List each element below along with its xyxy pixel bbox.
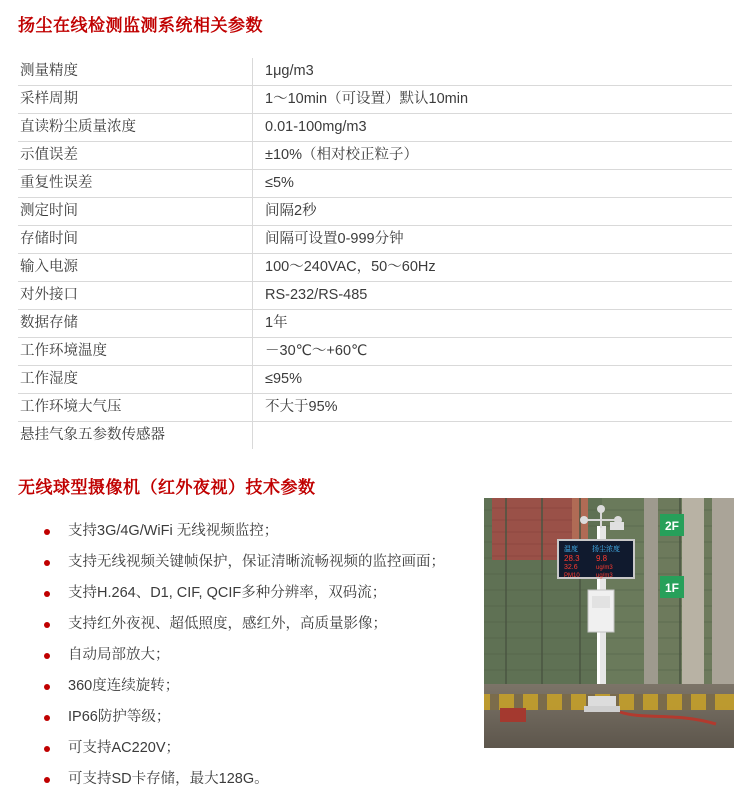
spec-label: 采样周期 [18, 86, 253, 114]
svg-text:2F: 2F [664, 519, 680, 533]
spec-label: 重复性误差 [18, 170, 253, 198]
spec-value: 不大于95% [253, 394, 733, 422]
table-row [18, 310, 732, 338]
table-row [18, 170, 732, 198]
spec-label: 存储时间 [18, 226, 253, 254]
table-row [18, 198, 732, 226]
spec-value: ≤95% [253, 366, 733, 394]
spec-value: 1～10min（可设置）默认10min [253, 86, 733, 114]
table-row [18, 114, 732, 142]
spec-label: 测量精度 [18, 58, 253, 86]
spec-label: 工作环境大气压 [18, 394, 253, 422]
table-row [18, 282, 732, 310]
spec-label: 工作环境温度 [18, 338, 253, 366]
spec-table-body [18, 58, 732, 449]
spec-label: 工作湿度 [18, 366, 253, 394]
table-row [18, 58, 732, 86]
spec-label: 示值误差 [18, 142, 253, 170]
svg-text:1F: 1F [664, 581, 680, 595]
svg-text:28.3: 28.3 [564, 554, 580, 563]
spec-label: 输入电源 [18, 254, 253, 282]
spec-value: －30℃～+60℃ [253, 338, 733, 366]
camera-feature-list [30, 516, 470, 795]
svg-text:PM10: PM10 [564, 573, 580, 579]
list-item: 支持H.264、D1, CIF, QCIF多种分辨率，双码流； [30, 578, 470, 609]
list-item: IP66防护等级； [30, 702, 470, 733]
site-photo [484, 498, 734, 748]
table-row [18, 366, 732, 394]
svg-text:ug/m3: ug/m3 [596, 573, 613, 579]
page-title-dust-system: 扬尘在线检测监测系统相关参数 [18, 16, 263, 35]
spec-value: RS-232/RS-485 [253, 282, 733, 310]
svg-text:32.6: 32.6 [564, 564, 578, 571]
spec-label: 直读粉尘质量浓度 [18, 114, 253, 142]
svg-text:扬尘浓度: 扬尘浓度 [592, 546, 620, 553]
table-row [18, 142, 732, 170]
spec-value: 100～240VAC，50～60Hz [253, 254, 733, 282]
list-item: 支持红外夜视、超低照度，感红外，高质量影像； [30, 609, 470, 640]
spec-value: 0.01-100mg/m3 [253, 114, 733, 142]
list-item: 360度连续旋转； [30, 671, 470, 702]
svg-text:温度: 温度 [564, 546, 578, 553]
list-item: 可支持AC220V； [30, 733, 470, 764]
list-item: 可支持SD卡存储，最大128G。 [30, 764, 470, 795]
table-row [18, 86, 732, 114]
svg-text:ug/m3: ug/m3 [596, 565, 613, 571]
spec-value: 间隔2秒 [253, 198, 733, 226]
spec-label: 测定时间 [18, 198, 253, 226]
page-title-camera-spec: 无线球型摄像机（红外夜视）技术参数 [18, 478, 316, 497]
list-item: 支持3G/4G/WiFi 无线视频监控； [30, 516, 470, 547]
spec-label: 数据存储 [18, 310, 253, 338]
list-item: 自动局部放大； [30, 640, 470, 671]
spec-value: 1年 [253, 310, 733, 338]
spec-value: ≤5% [253, 170, 733, 198]
spec-value: 间隔可设置0-999分钟 [253, 226, 733, 254]
table-row [18, 394, 732, 422]
table-row [18, 422, 732, 450]
spec-table [18, 58, 732, 449]
spec-value: 1μg/m3 [253, 58, 733, 86]
svg-text:9.8: 9.8 [596, 554, 608, 563]
spec-label: 悬挂气象五参数传感器 [18, 422, 253, 450]
list-item: 支持无线视频关键帧保护，保证清晰流畅视频的监控画面； [30, 547, 470, 578]
spec-value [253, 422, 733, 450]
spec-value: ±10%（相对校正粒子） [253, 142, 733, 170]
site-photo-image [484, 498, 734, 748]
table-row [18, 338, 732, 366]
table-row [18, 254, 732, 282]
spec-label: 对外接口 [18, 282, 253, 310]
table-row [18, 226, 732, 254]
